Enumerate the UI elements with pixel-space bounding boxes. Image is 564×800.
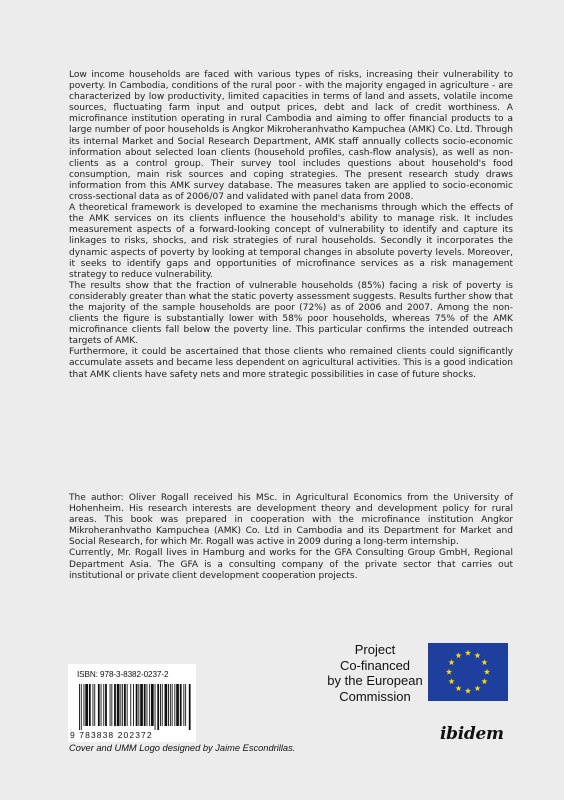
barcode-bar bbox=[85, 684, 88, 726]
barcode-bar bbox=[114, 684, 116, 726]
barcode-bar bbox=[122, 684, 123, 726]
barcode-bar bbox=[144, 684, 146, 726]
barcode-bar bbox=[117, 684, 120, 726]
author-paragraph: The author: Oliver Rogall received his MSc. in Agricultural Economics from the University of Hohenheim. His research interests are development theory and development policy for rural areas. This book was prepared in cooperation with the microfinance institution Angkor Mikroheranhvatho Kampuchea (AMK) Co. Ltd in Cambodia and its Department for Market and Social Research, for which Mr. Rogall was active in 2009 during a long-term internship. bbox=[69, 493, 513, 548]
author-bio bbox=[69, 493, 513, 582]
summary-paragraph: Low income households are faced with various types of risks, increasing their vulnerability to poverty. In Cambodia, conditions of the rural poor - with the majority engaged in agriculture - are characterized by low productivity, limited capacities in terms of land and assets, volatile income sources, fluctuating farm input and output prices, debt and lack of credit worthiness. A microfinance institution operating in rural Cambodia and aiming to offer financial products to a large number of poor households is Angkor Mikroheranhvatho Kampuchea (AMK) Co. Ltd. Through its internal Market and Social Research Department, AMK staff annually collects socio-economic information about selected loan clients (household profiles, cash-flow analysis), as well as non-clients as a control group. Their survey tool includes questions about household's food consumption, main risk sources and coping strategies. The present research study draws information from this AMK survey database. The measures taken are applied to socio-economic cross-sectional data as of 2006/07 and validated with panel data from 2008. bbox=[69, 70, 513, 203]
eu-line: Commission bbox=[339, 688, 411, 704]
summary-paragraph: A theoretical framework is developed to examine the mechanisms through which the effects of the AMK services on its clients influence the household's ability to manage risk. It includes measurement aspects of a forward-looking concept of vulnerability to identify and capture its linkages to risks, shocks, and risk strategies of rural households. Secondly it incorporates the dynamic aspects of poverty by looking at temporal changes in absolute poverty levels. Moreover, it seeks to identify gaps and opportunities of microfinance services as a risk management strategy to reduce vulnerability. bbox=[69, 203, 513, 280]
barcode-bar bbox=[94, 684, 95, 726]
eu-star-icon bbox=[455, 685, 461, 691]
summary-paragraph: The results show that the fraction of vulnerable households (85%) facing a risk of poverty is considerably greater than what the static poverty assessment suggests. Results further show that the majority of the sample households are poor (72%) as of 2006 and 2007. Among the non-clients the figure is substantially lower with 58% poor households, whereas 75% of the AMK microfinance clients fall below the poverty line. This particular confirms the intended outreach targets of AMK. bbox=[69, 280, 513, 347]
barcode-bar bbox=[93, 684, 94, 726]
barcode-bar bbox=[110, 684, 111, 726]
barcode-bar bbox=[185, 684, 186, 726]
eu-star-icon bbox=[481, 659, 487, 665]
barcode-bar bbox=[155, 684, 156, 730]
barcode-bar bbox=[183, 684, 184, 726]
barcode-bar bbox=[172, 684, 173, 726]
barcode-bar bbox=[130, 684, 131, 726]
barcode-bar bbox=[189, 684, 191, 730]
barcode-bar bbox=[98, 684, 100, 726]
barcode-bar bbox=[103, 684, 104, 726]
cover-credit: Cover and UMM Logo designed by Jaime Escondrillas. bbox=[69, 743, 296, 753]
barcode-bar bbox=[157, 684, 159, 730]
barcode-bar bbox=[147, 684, 148, 726]
barcode-bar bbox=[151, 684, 154, 726]
barcode-bar bbox=[133, 684, 134, 726]
barcode-bar bbox=[138, 684, 139, 726]
barcode-bar bbox=[170, 684, 171, 726]
barcode-bar bbox=[162, 684, 163, 726]
eu-line: Project bbox=[354, 642, 396, 657]
eu-star-icon bbox=[465, 650, 471, 656]
author-paragraph: Currently, Mr. Rogall lives in Hamburg and works for the GFA Consulting Group GmbH, Regional Department Asia. The GFA is a consulting company of the private sector that carries out institutional or private client development cooperation projects. bbox=[69, 548, 513, 581]
eu-line: by the European bbox=[327, 673, 423, 688]
eu-star-icon bbox=[481, 678, 487, 684]
eu-flag-icon bbox=[428, 643, 508, 701]
barcode-bar bbox=[174, 684, 175, 726]
eu-line: Co-financed bbox=[339, 657, 411, 673]
eu-star-icon bbox=[474, 652, 480, 658]
barcode-bar bbox=[89, 684, 91, 726]
barcode-bar bbox=[127, 684, 128, 726]
barcode-bars bbox=[79, 684, 191, 730]
eu-star-icon bbox=[465, 688, 471, 694]
barcode-bar bbox=[120, 684, 121, 726]
eu-cofinance-notice bbox=[325, 642, 425, 704]
barcode-bar bbox=[176, 684, 179, 726]
eu-star-icon bbox=[484, 669, 490, 675]
barcode-bar bbox=[165, 684, 168, 726]
barcode-bar bbox=[124, 684, 126, 726]
eu-star-icon bbox=[446, 669, 452, 675]
barcode-bar bbox=[180, 684, 182, 726]
eu-star-icon bbox=[449, 678, 455, 684]
barcode-bar bbox=[168, 684, 169, 726]
barcode-digits: 9 783838 202372 bbox=[70, 730, 153, 740]
summary-text bbox=[69, 70, 513, 381]
summary-paragraph: Furthermore, it could be ascertained that those clients who remained clients could significantly accumulate assets and became less dependent on agricultural activities. This is a good indication that AMK clients have safety nets and more strategic possibilities in case of future shocks. bbox=[69, 347, 513, 380]
eu-stars bbox=[428, 643, 508, 701]
barcode-bar bbox=[140, 684, 143, 726]
barcode-bar bbox=[136, 684, 138, 726]
barcode-bar bbox=[79, 684, 80, 730]
eu-star-icon bbox=[474, 685, 480, 691]
barcode-bar bbox=[101, 684, 102, 726]
barcode-bar bbox=[84, 684, 85, 726]
barcode-bar bbox=[81, 684, 82, 730]
isbn-label: ISBN: 978-3-8382-0237-2 bbox=[77, 670, 169, 679]
eu-star-icon bbox=[449, 659, 455, 665]
eu-star-icon bbox=[455, 652, 461, 658]
barcode-bar bbox=[111, 684, 112, 726]
publisher-logo: ibidem bbox=[440, 724, 504, 744]
barcode-bar bbox=[149, 684, 150, 726]
barcode-bar bbox=[105, 684, 107, 726]
barcode-bar bbox=[160, 684, 161, 726]
